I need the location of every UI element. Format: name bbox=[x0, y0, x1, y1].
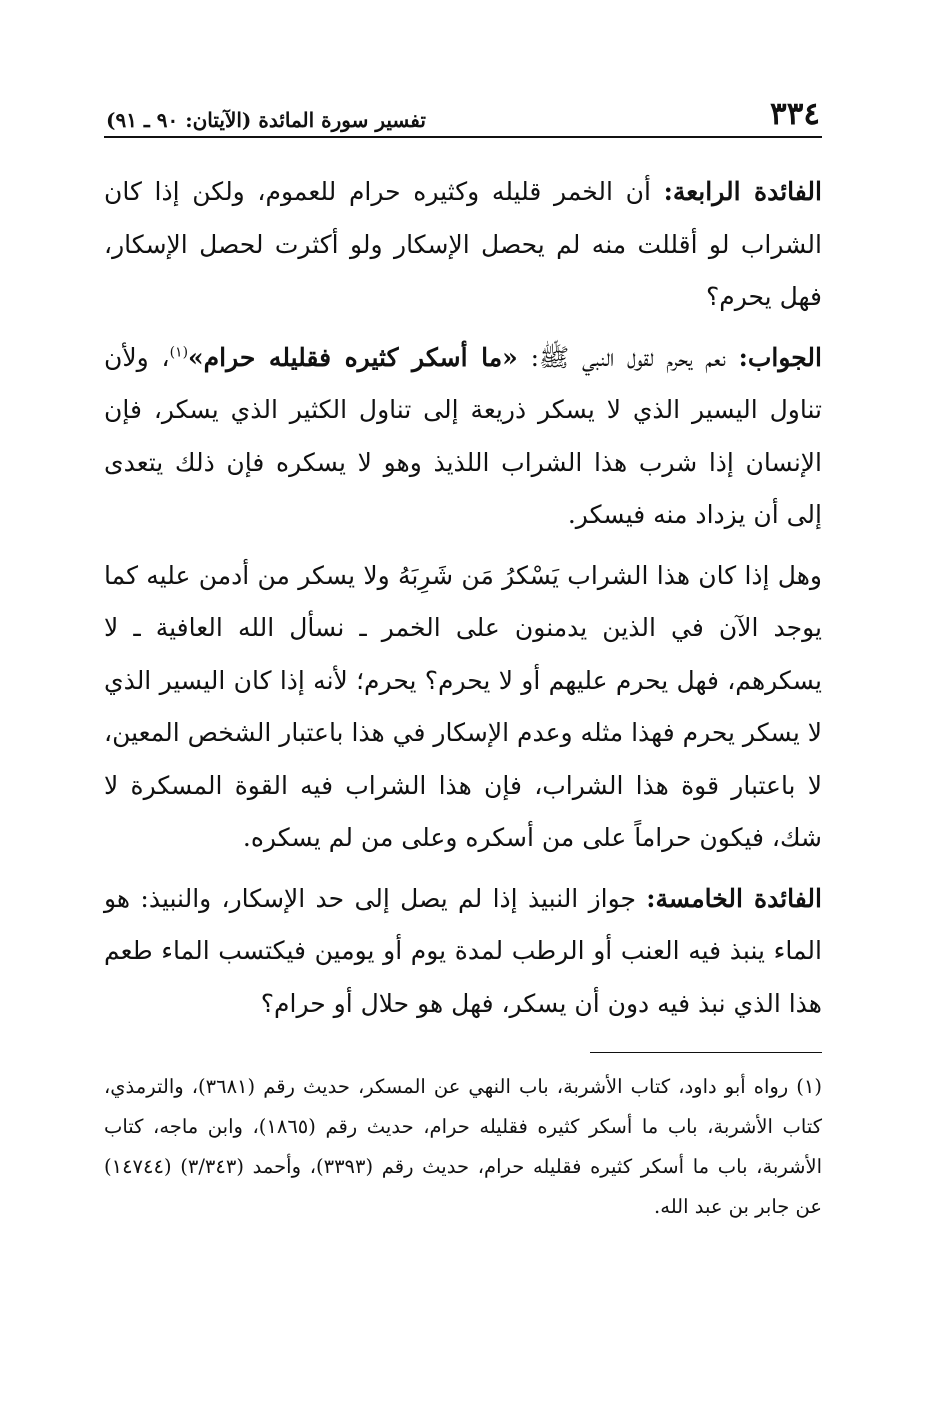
book-page bbox=[104, 92, 822, 1227]
paragraph-benefit-four bbox=[104, 166, 822, 324]
paragraph-lead: الفائدة الرابعة: bbox=[663, 177, 822, 206]
paragraph-text: ، ولأن تناول اليسير الذي لا يسكر ذريعة إلى تناول الكثير الذي يسكر، فإن الإنسان إذا شرب هذا الشراب اللذيذ وهو لا يسكره فإن ذلك يتعدى إلى أن يزداد منه فيسكر. bbox=[104, 342, 822, 529]
footnote-reference[interactable]: (١) bbox=[169, 344, 189, 361]
page-body bbox=[104, 166, 822, 1030]
paragraph-text: جواز النبيذ إذا لم يصل إلى حد الإسكار، والنبيذ: هو الماء ينبذ فيه العنب أو الرطب لمدة يوم أو يومين فيكتسب الماء طعم هذا الذي نبذ فيه دون أن يسكر، فهل هو حلال أو حرام؟ bbox=[104, 883, 822, 1018]
running-title: تفسير سورة المائدة (الآيتان: ٩٠ ـ ٩١) bbox=[106, 108, 426, 132]
paragraph-answer bbox=[104, 332, 822, 542]
paragraph-lead: الجواب: bbox=[738, 342, 822, 372]
footnote-1: (١) رواه أبو داود، كتاب الأشربة، باب النهي عن المسكر، حديث رقم (٣٦٨١)، والترمذي، كتاب الأشربة، باب ما أسكر كثيره فقليله حرام، حديث رقم (١٨٦٥)، وابن ماجه، كتاب الأشربة، باب ما أسكر كثيره فقليله حرام، حديث رقم (٣٣٩٣)، وأحمد (٣/٣٤٣) (١٤٧٤٤) عن جابر بن عبد الله. bbox=[104, 1075, 822, 1218]
page-number: ٣٣٤ bbox=[770, 96, 820, 132]
paragraph-addiction bbox=[104, 550, 822, 865]
hadith-quote: «ما أسكر كثيره فقليله حرام» bbox=[188, 342, 518, 372]
paragraph-benefit-five bbox=[104, 873, 822, 1031]
footnote-divider bbox=[590, 1052, 822, 1053]
paragraph-text: نعم يحرم لقول النبي ﷺ: bbox=[517, 342, 739, 372]
page-header bbox=[104, 92, 822, 138]
paragraph-lead: الفائدة الخامسة: bbox=[646, 883, 822, 913]
paragraph-text: أن الخمر قليله وكثيره حرام للعموم، ولكن إذا كان الشراب لو أقللت منه لم يحصل الإسكار ولو أكثرت لحصل الإسكار، فهل يحرم؟ bbox=[104, 177, 822, 311]
paragraph-text: وهل إذا كان هذا الشراب يَسْكرُ مَن شَرِبَهُ ولا يسكر من أدمن عليه كما يوجد الآن في الذين يدمنون على الخمر ـ نسأل الله العافية ـ لا يسكرهم، فهل يحرم عليهم أو لا يحرم؟ يحرم؛ لأنه إذا كان اليسير الذي لا يسكر يحرم فهذا مثله وعدم الإسكار في هذا باعتبار الشخص المعين، لا باعتبار قوة هذا الشراب، فإن هذا الشراب فيه القوة المسكرة لا شك، فيكون حراماً على من أسكره وعلى من لم يسكره. bbox=[104, 560, 822, 852]
